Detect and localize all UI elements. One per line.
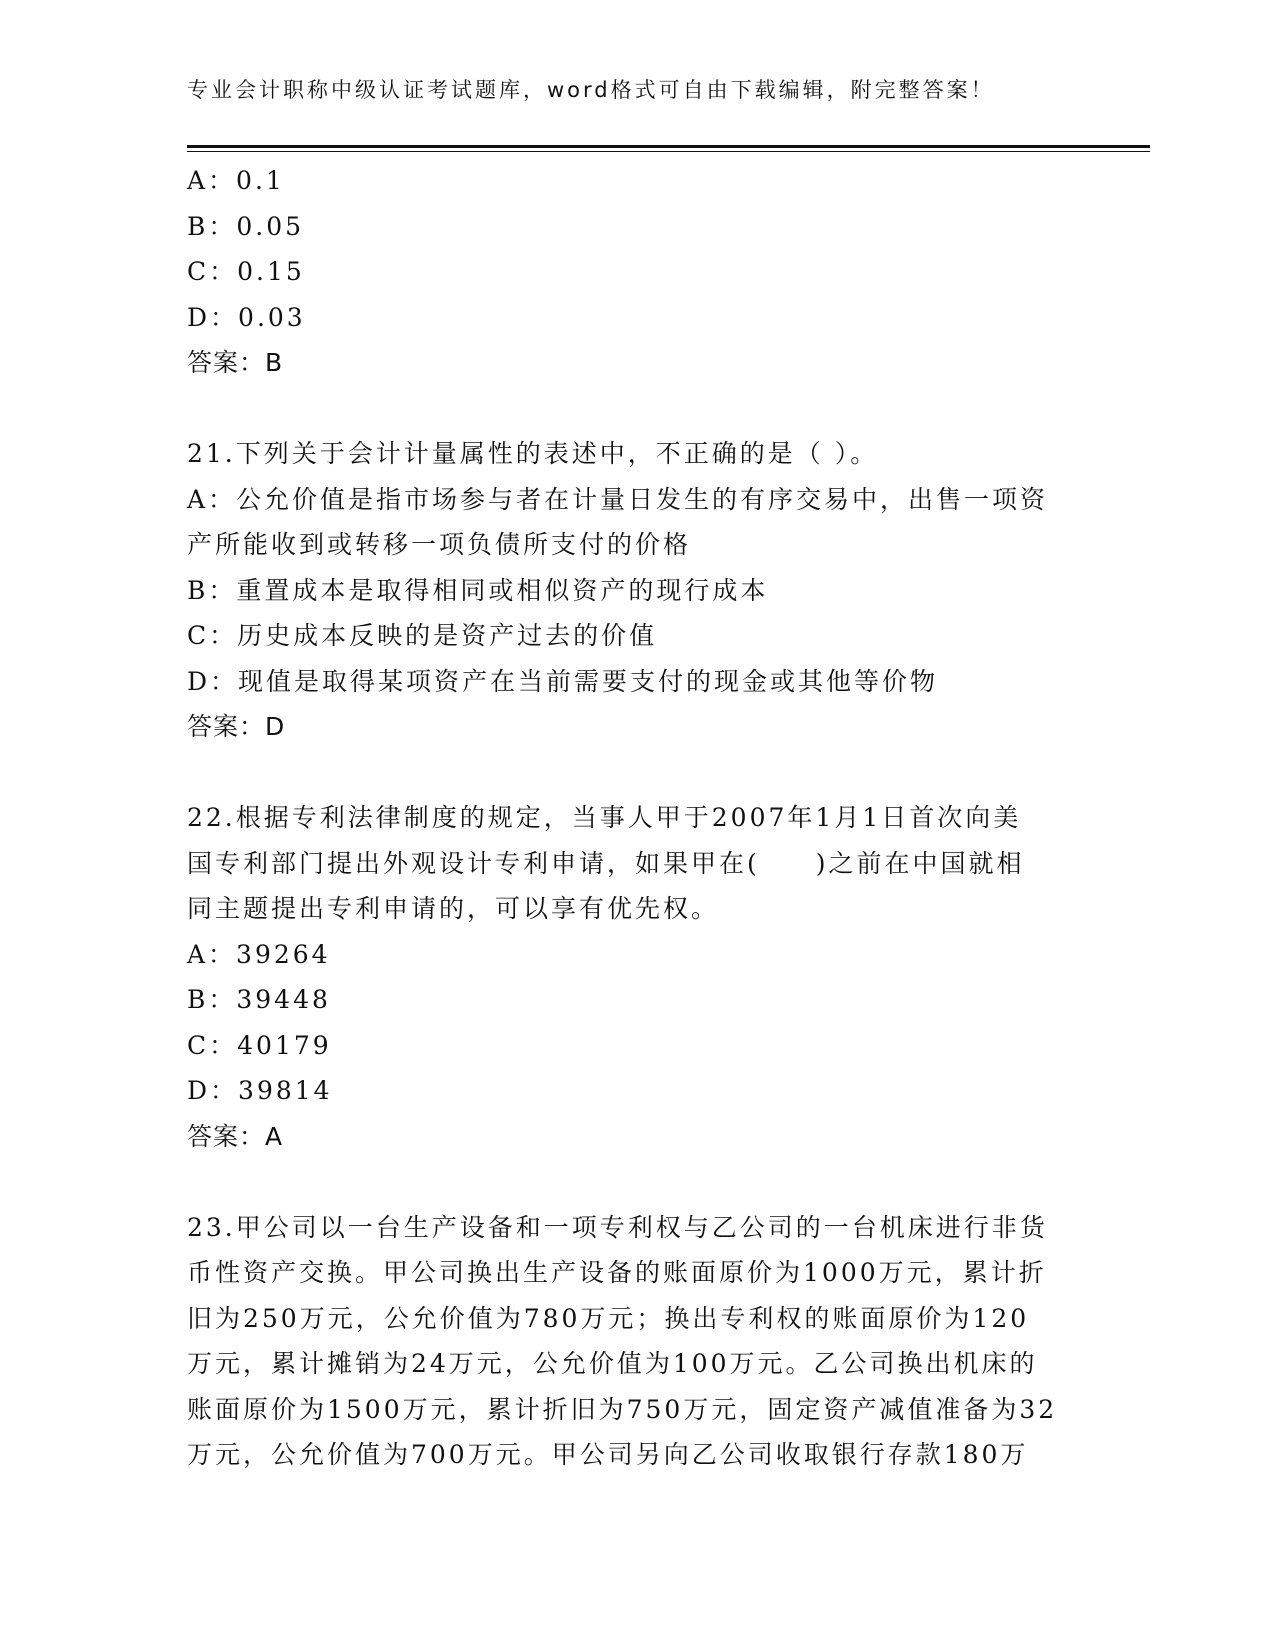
spacer <box>187 750 1087 796</box>
page-header: 专业会计职称中级认证考试题库，word格式可自由下载编辑，附完整答案！ <box>187 78 995 102</box>
q22-option-c: C：40179 <box>187 1030 332 1060</box>
question-content <box>187 158 1087 1478</box>
q21-answer: 答案：D <box>187 712 286 741</box>
q21-option-c: C：历史成本反映的是资产过去的价值 <box>187 621 658 650</box>
q21-option-a: A：公允价值是指市场参与者在计量日发生的有序交易中，出售一项资 <box>187 484 1049 514</box>
header-rule-thin <box>187 151 1150 152</box>
spacer <box>187 1159 1087 1205</box>
q20-option-c: C：0.15 <box>187 257 305 286</box>
q23-stem-line-4: 万元，累计摊销为24万元，公允价值为100万元。乙公司换出机床的 <box>187 1349 1038 1378</box>
q20-answer: 答案：B <box>187 348 284 377</box>
q21-option-d: D：现值是取得某项资产在当前需要支付的现金或其他等价物 <box>187 666 939 696</box>
q23-stem-line-1: 23.甲公司以一台生产设备和一项专利权与乙公司的一台机床进行非货 <box>187 1212 1048 1242</box>
q22-option-a: A：39264 <box>187 939 331 969</box>
q20-option-b: B：0.05 <box>187 211 305 241</box>
q21-option-b: B：重置成本是取得相同或相似资产的现行成本 <box>187 575 769 605</box>
q23-stem-line-2: 币性资产交换。甲公司换出生产设备的账面原价为1000万元，累计折 <box>187 1258 1047 1287</box>
q23-stem-line-5: 账面原价为1500万元，累计折旧为750万元，固定资产减值准备为32 <box>187 1394 1058 1424</box>
q22-option-b: B：39448 <box>187 985 331 1014</box>
q20-option-d: D：0.03 <box>187 302 306 332</box>
q22-stem-line-2: 国专利部门提出外观设计专利申请，如果甲在( )之前在中国就相 <box>187 848 1025 878</box>
q20-option-a: A：0.1 <box>187 166 285 195</box>
q22-answer: 答案：A <box>187 1121 284 1151</box>
q23-stem-line-3: 旧为250万元，公允价值为780万元；换出专利权的账面原价为120 <box>187 1303 1030 1333</box>
q21-option-a-cont: 产所能收到或转移一项负债所支付的价格 <box>187 530 692 559</box>
header-rule-thick <box>187 145 1150 148</box>
q22-stem-line-1: 22.根据专利法律制度的规定，当事人甲于2007年1月1日首次向美 <box>187 803 1022 832</box>
q22-stem-line-3: 同主题提出专利申请的，可以享有优先权。 <box>187 894 720 923</box>
q21-stem: 21.下列关于会计计量属性的表述中，不正确的是（ ）。 <box>187 439 879 468</box>
spacer <box>187 386 1087 432</box>
q23-stem-line-6: 万元，公允价值为700万元。甲公司另向乙公司收取银行存款180万 <box>187 1440 1029 1469</box>
q22-option-d: D：39814 <box>187 1076 333 1105</box>
